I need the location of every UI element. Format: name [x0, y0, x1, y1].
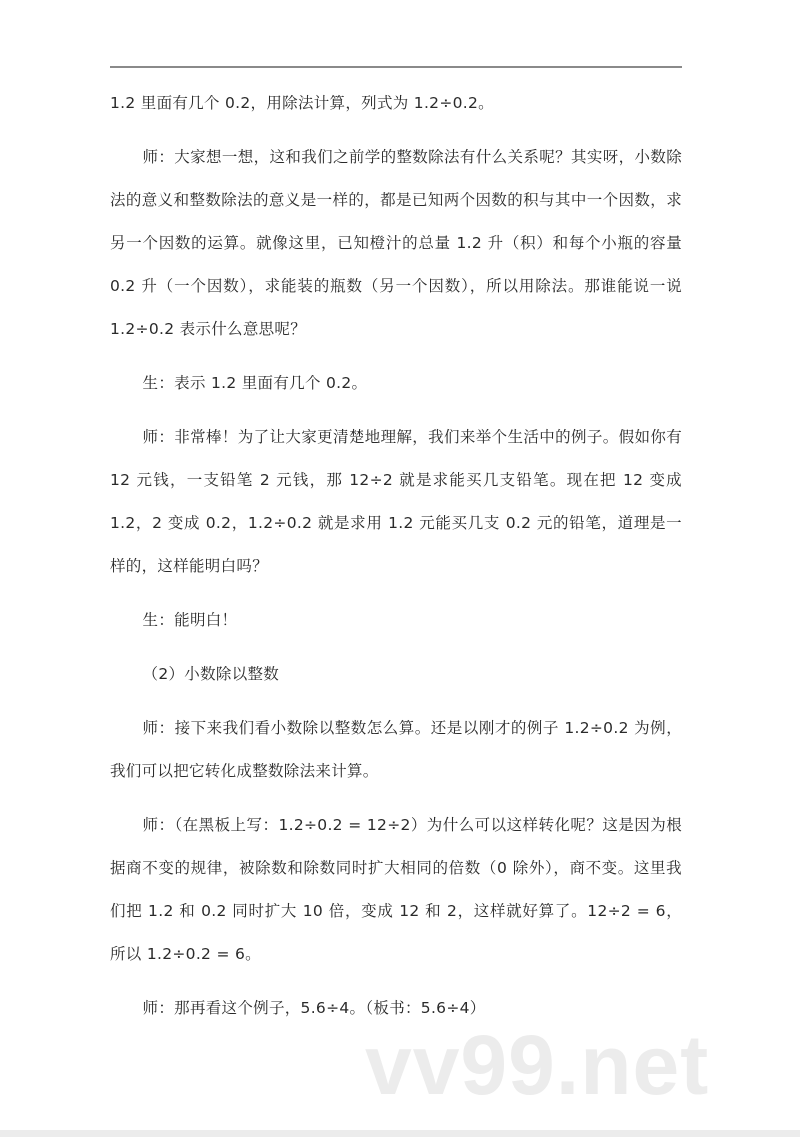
paragraph-continuation: 1.2 里面有几个 0.2，用除法计算，列式为 1.2÷0.2。	[110, 94, 494, 112]
paragraph-teacher-example: 师：非常棒！为了让大家更清楚地理解，我们来举个生活中的例子。假如你有 12 元钱，一支铅笔 2 元钱，那 12÷2 就是求能买几支铅笔。现在把 12 变成 1.2，2 变成 0.2，1.2÷0.2 就是求用 1.2 元能买几支 0.2 元的铅笔，道理是一样的，这样能明白吗？	[110, 428, 682, 575]
document-body	[110, 82, 682, 1041]
paragraph-teacher-new-example: 师：那再看这个例子，5.6÷4。（板书：5.6÷4）	[142, 999, 486, 1017]
paragraph-teacher-division-meaning: 师：大家想一想，这和我们之前学的整数除法有什么关系呢？其实呀，小数除法的意义和整数除法的意义是一样的，都是已知两个因数的积与其中一个因数，求另一个因数的运算。就像这里，已知橙汁的总量 1.2 升（积）和每个小瓶的容量 0.2 升（一个因数），求能装的瓶数（另一个因数），所以用除法。那谁能说一说 1.2÷0.2 表示什么意思呢？	[110, 148, 682, 338]
header-rule	[110, 66, 682, 68]
page-bottom-edge	[0, 1130, 800, 1137]
watermark: vv99.net	[365, 1018, 710, 1112]
paragraph-teacher-blackboard: 师：（在黑板上写：1.2÷0.2 = 12÷2）为什么可以这样转化呢？这是因为根据商不变的规律，被除数和除数同时扩大相同的倍数（0 除外），商不变。这里我们把 1.2 和 0.2 同时扩大 10 倍，变成 12 和 2，这样就好算了。12÷2 = 6，所以 1.2÷0.2 = 6。	[110, 816, 682, 963]
section-heading: （2）小数除以整数	[142, 665, 280, 683]
paragraph-student-answer: 生：表示 1.2 里面有几个 0.2。	[142, 374, 368, 392]
paragraph-teacher-next: 师：接下来我们看小数除以整数怎么算。还是以刚才的例子 1.2÷0.2 为例，我们可以把它转化成整数除法来计算。	[110, 719, 682, 780]
paragraph-student-understand: 生：能明白！	[142, 611, 238, 629]
